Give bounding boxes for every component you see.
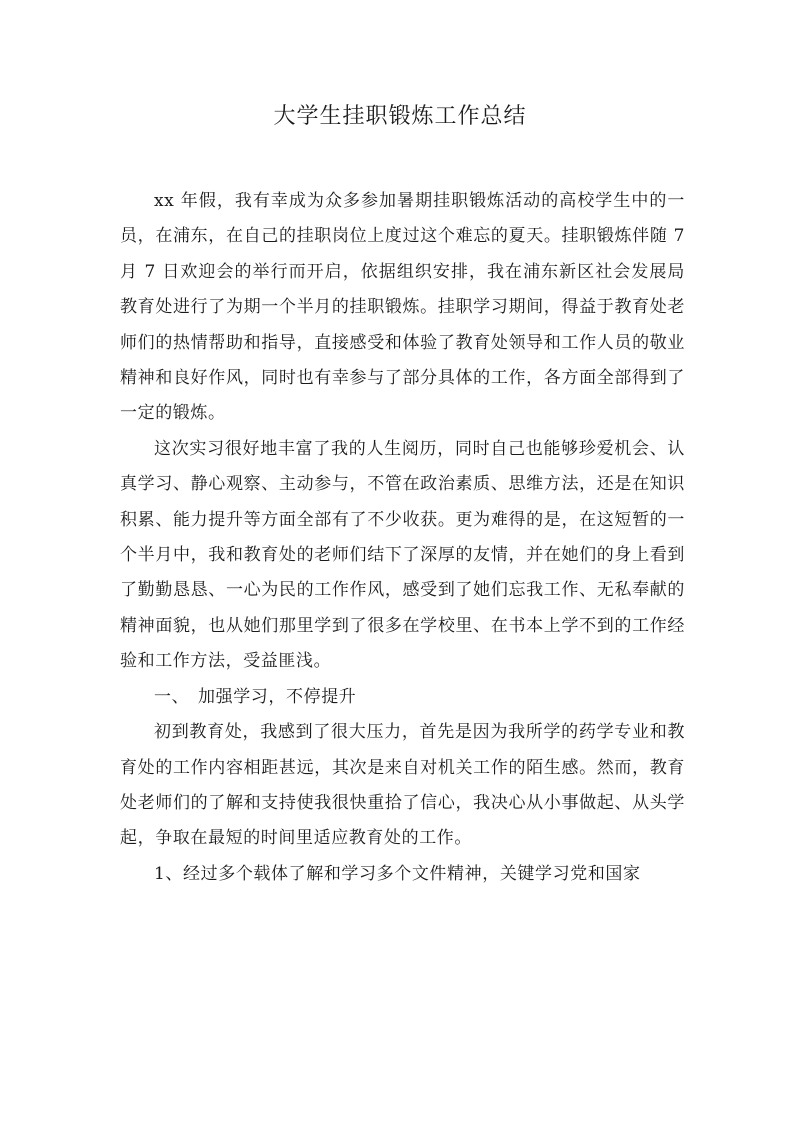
section-heading-text: 加强学习，不停提升 <box>198 686 357 707</box>
document-title: 大学生挂职锻炼工作总结 <box>273 104 527 129</box>
document-body <box>120 184 685 892</box>
section-heading <box>120 680 685 715</box>
paragraph-1: xx 年假，我有幸成为众多参加暑期挂职锻炼活动的高校学生中的一员，在浦东，在自己的挂职岗位上度过这个难忘的夏天。挂职锻炼伴随 7 月 7 日欢迎会的举行而开启，依据组织安排，我在浦东新区社会发展局教育处进行了为期一个半月的挂职锻炼。挂职学习期间，得益于教育处老师们的热情帮助和指导，直接感受和体验了教育处领导和工作人员的敬业精神和良好作风，同时也有幸参与了部分具体的工作，各方面全部得到了一定的锻炼。 <box>120 191 685 424</box>
section-heading-number: 一、 <box>154 686 190 707</box>
paragraph-2: 这次实习很好地丰富了我的人生阅历，同时自己也能够珍爱机会、认真学习、静心观察、主动参与，不管在政治素质、思维方法，还是在知识积累、能力提升等方面全部有了不少收获。更为难得的是，在这短暂的一个半月中，我和教育处的老师们结下了深厚的友情，并在她们的身上看到了勤勤恳恳、一心为民的工作作风，感受到了她们忘我工作、无私奉献的精神面貌，也从她们那里学到了很多在学校里、在书本上学不到的工作经验和工作方法，受益匪浅。 <box>120 438 685 672</box>
paragraph-4: 1、经过多个载体了解和学习多个文件精神，关键学习党和国家 <box>154 863 641 884</box>
paragraph-3: 初到教育处，我感到了很大压力，首先是因为我所学的药学专业和教育处的工作内容相距甚远，其次是来自对机关工作的陌生感。然而，教育处老师们的了解和支持使我很快重拾了信心，我决心从小事做起、从头学起，争取在最短的时间里适应教育处的工作。 <box>120 722 685 849</box>
